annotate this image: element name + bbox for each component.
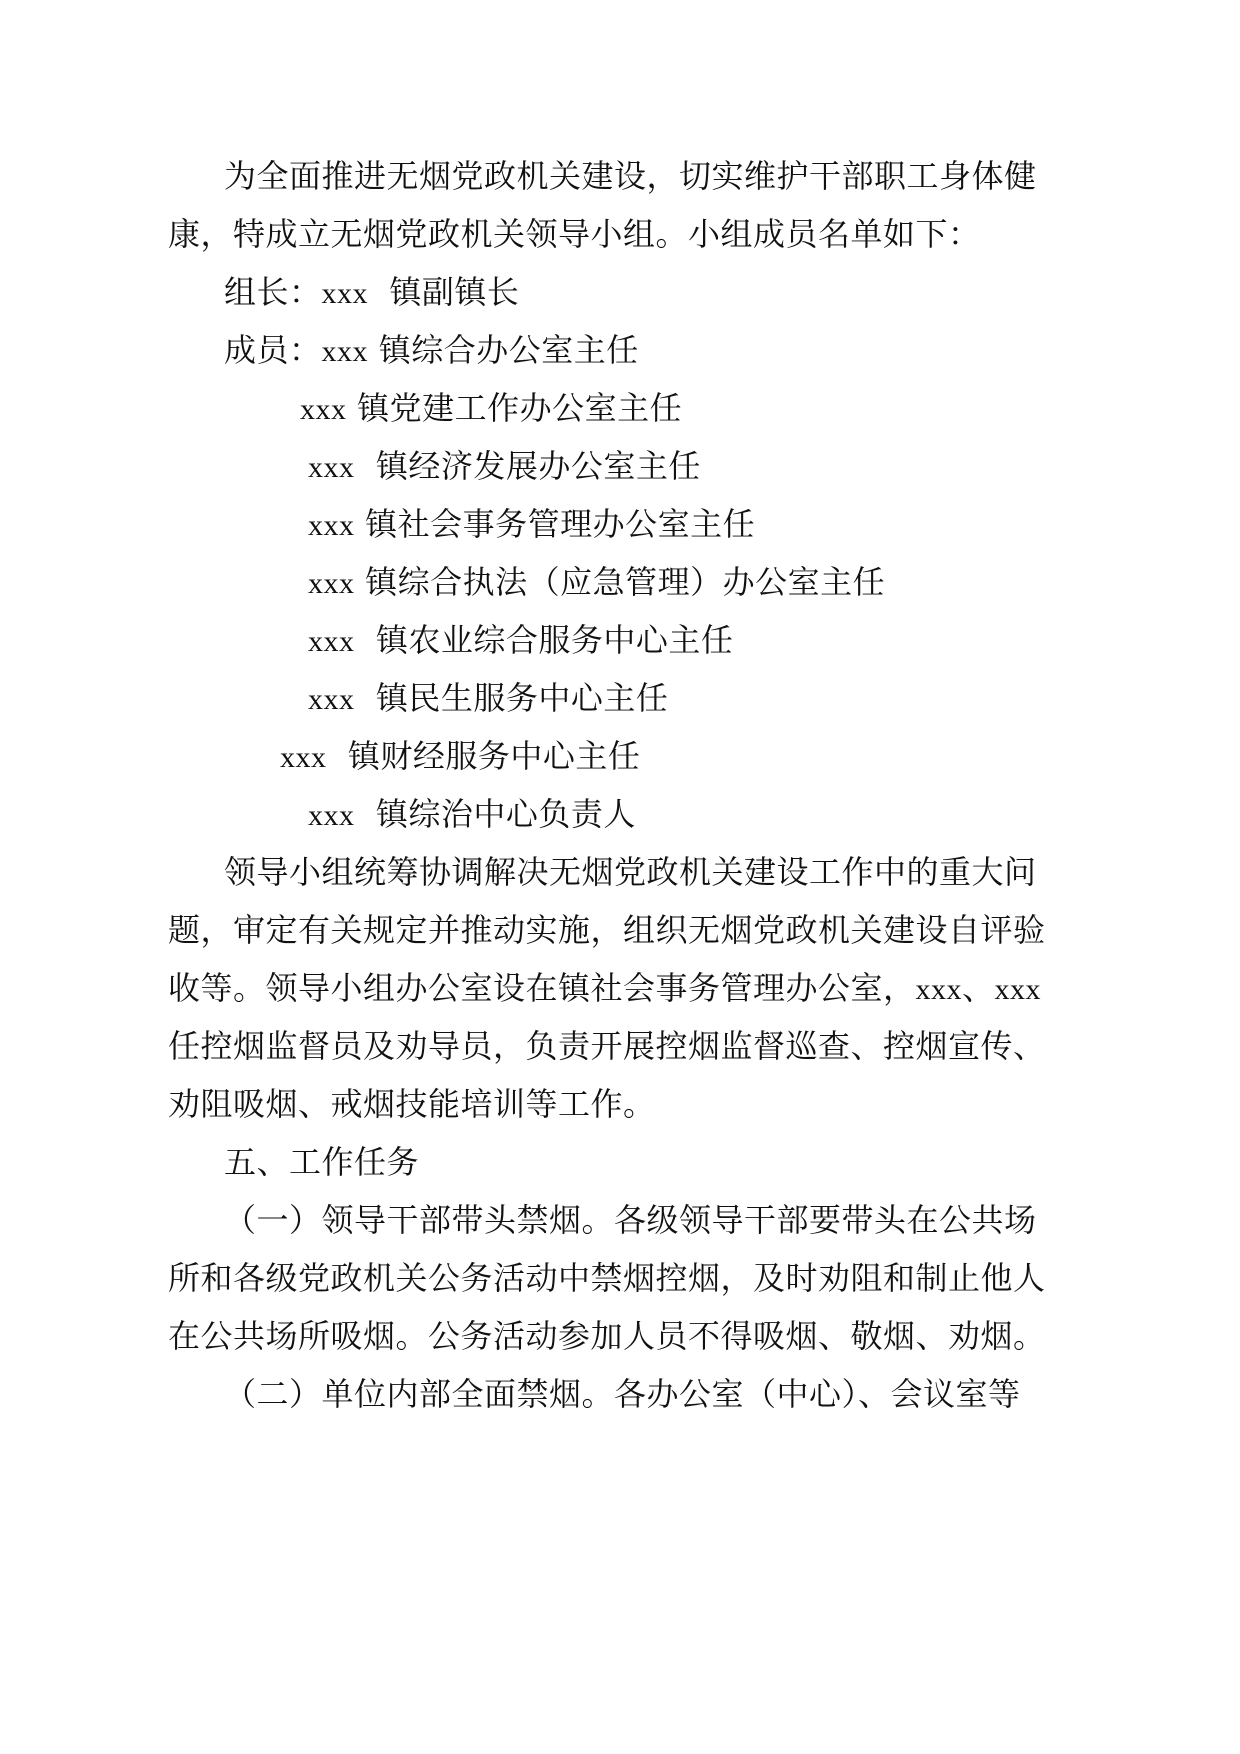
member-title: 镇农业综合服务中心主任 [375, 621, 734, 659]
member-name: xxx [321, 335, 369, 368]
member-title: 镇经济发展办公室主任 [375, 447, 701, 485]
member-name: xxx [308, 567, 355, 600]
monitor-name: xxx [994, 973, 1042, 1006]
member-line-2 [300, 388, 682, 430]
member-title: 镇民生服务中心主任 [375, 679, 669, 717]
member-name: xxx [308, 451, 355, 484]
duties-line-2: 题，审定有关规定并推动实施，组织无烟党政机关建设自评验 [168, 911, 1046, 949]
duties-line-4: 任控烟监督员及劝导员，负责开展控烟监督巡查、控烟宣传、 [168, 1027, 1046, 1065]
member-name: xxx [308, 683, 355, 716]
leader-line [224, 272, 519, 314]
monitor-name: xxx [915, 973, 963, 1006]
member-name: xxx [308, 509, 355, 542]
member-title: 镇党建工作办公室主任 [357, 389, 683, 427]
leader-name: xxx [321, 277, 369, 310]
leader-label: 组长： [224, 273, 322, 311]
member-line-6 [308, 620, 733, 662]
member-line-4 [308, 504, 755, 546]
duties-line-5: 劝阻吸烟、戒烟技能培训等工作。 [168, 1085, 656, 1123]
member-name: xxx [308, 799, 355, 832]
task1-line-1: （一）领导干部带头禁烟。各级领导干部要带头在公共场 [224, 1201, 1037, 1239]
member-line-5 [308, 562, 885, 604]
member-name: xxx [280, 741, 327, 774]
section-heading: 五、工作任务 [224, 1143, 420, 1181]
duties-text: 收等。领导小组办公室设在镇社会事务管理办公室， [168, 969, 916, 1007]
member-title: 镇综合执法（应急管理）办公室主任 [365, 563, 886, 601]
member-line-8 [280, 736, 640, 778]
duties-line-3 [168, 968, 1040, 1010]
member-line-9 [308, 794, 636, 836]
members-label: 成员： [224, 331, 322, 369]
task1-line-2: 所和各级党政机关公务活动中禁烟控烟，及时劝阻和制止他人 [168, 1259, 1046, 1297]
duties-line-1: 领导小组统筹协调解决无烟党政机关建设工作中的重大问 [224, 853, 1037, 891]
member-line-3 [308, 446, 701, 488]
member-title: 镇社会事务管理办公室主任 [365, 505, 756, 543]
member-name: xxx [300, 393, 347, 426]
task1-line-3: 在公共场所吸烟。公务活动参加人员不得吸烟、敬烟、劝烟。 [168, 1317, 1046, 1355]
member-title: 镇财经服务中心主任 [347, 737, 641, 775]
member-name: xxx [308, 625, 355, 658]
member-line-1 [224, 330, 639, 372]
intro-line-2: 康，特成立无烟党政机关领导小组。小组成员名单如下： [168, 215, 981, 253]
member-line-7 [308, 678, 668, 720]
separator: 、 [962, 969, 995, 1007]
leader-title: 镇副镇长 [389, 273, 520, 311]
task2-line-1: （二）单位内部全面禁烟。各办公室（中心）、会议室等 [224, 1375, 1021, 1413]
intro-line-1: 为全面推进无烟党政机关建设，切实维护干部职工身体健 [224, 157, 1037, 195]
member-title: 镇综治中心负责人 [375, 795, 636, 833]
member-title: 镇综合办公室主任 [378, 331, 639, 369]
